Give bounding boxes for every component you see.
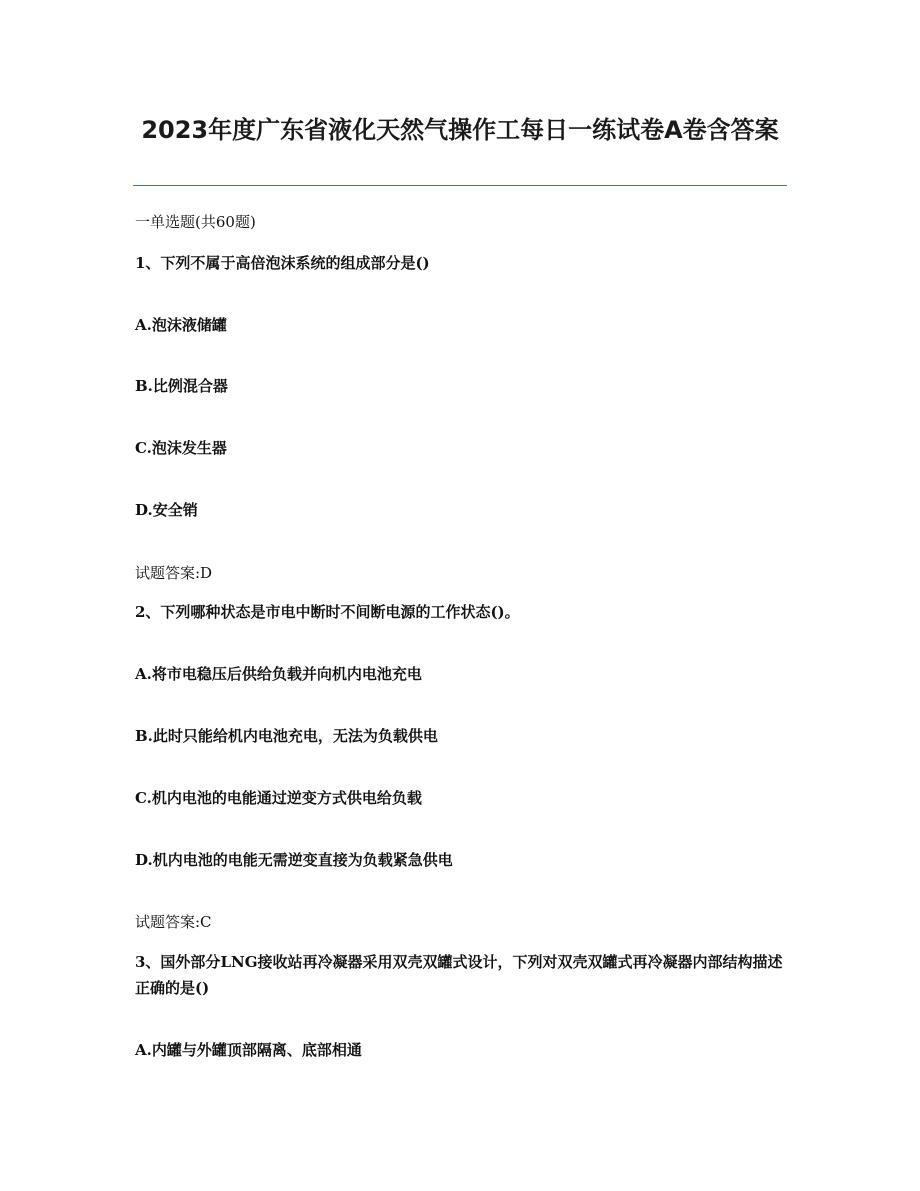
question-1-option-a: A.泡沫液储罐 [135, 316, 227, 334]
question-2-option-d: D.机内电池的电能无需逆变直接为负载紧急供电 [135, 851, 453, 869]
question-2-option-c: C.机内电池的电能通过逆变方式供电给负载 [135, 789, 422, 807]
document-title: 2023年度广东省液化天然气操作工每日一练试卷A卷含答案 [141, 116, 779, 144]
question-1-answer: 试题答案:D [135, 564, 213, 582]
question-1-option-d: D.安全销 [135, 501, 198, 519]
question-1-option-b: B.比例混合器 [135, 377, 228, 395]
question-1-option-c: C.泡沫发生器 [135, 439, 227, 457]
title-divider [133, 185, 787, 186]
question-2-answer: 试题答案:C [135, 913, 212, 931]
question-2-option-a: A.将市电稳压后供给负载并向机内电池充电 [135, 665, 422, 683]
question-1-stem: 1、下列不属于高倍泡沫系统的组成部分是() [135, 254, 430, 272]
question-2-option-b: B.此时只能给机内电池充电，无法为负载供电 [135, 727, 438, 745]
question-3-stem: 3、国外部分LNG接收站再冷凝器采用双壳双罐式设计，下列对双壳双罐式再冷凝器内部结构描述正确的是() [135, 953, 783, 997]
question-3-option-a: A.内罐与外罐顶部隔离、底部相通 [135, 1041, 362, 1059]
question-2-stem: 2、下列哪种状态是市电中断时不间断电源的工作状态()。 [135, 603, 520, 621]
section-heading: 一单选题(共60题) [135, 213, 256, 231]
